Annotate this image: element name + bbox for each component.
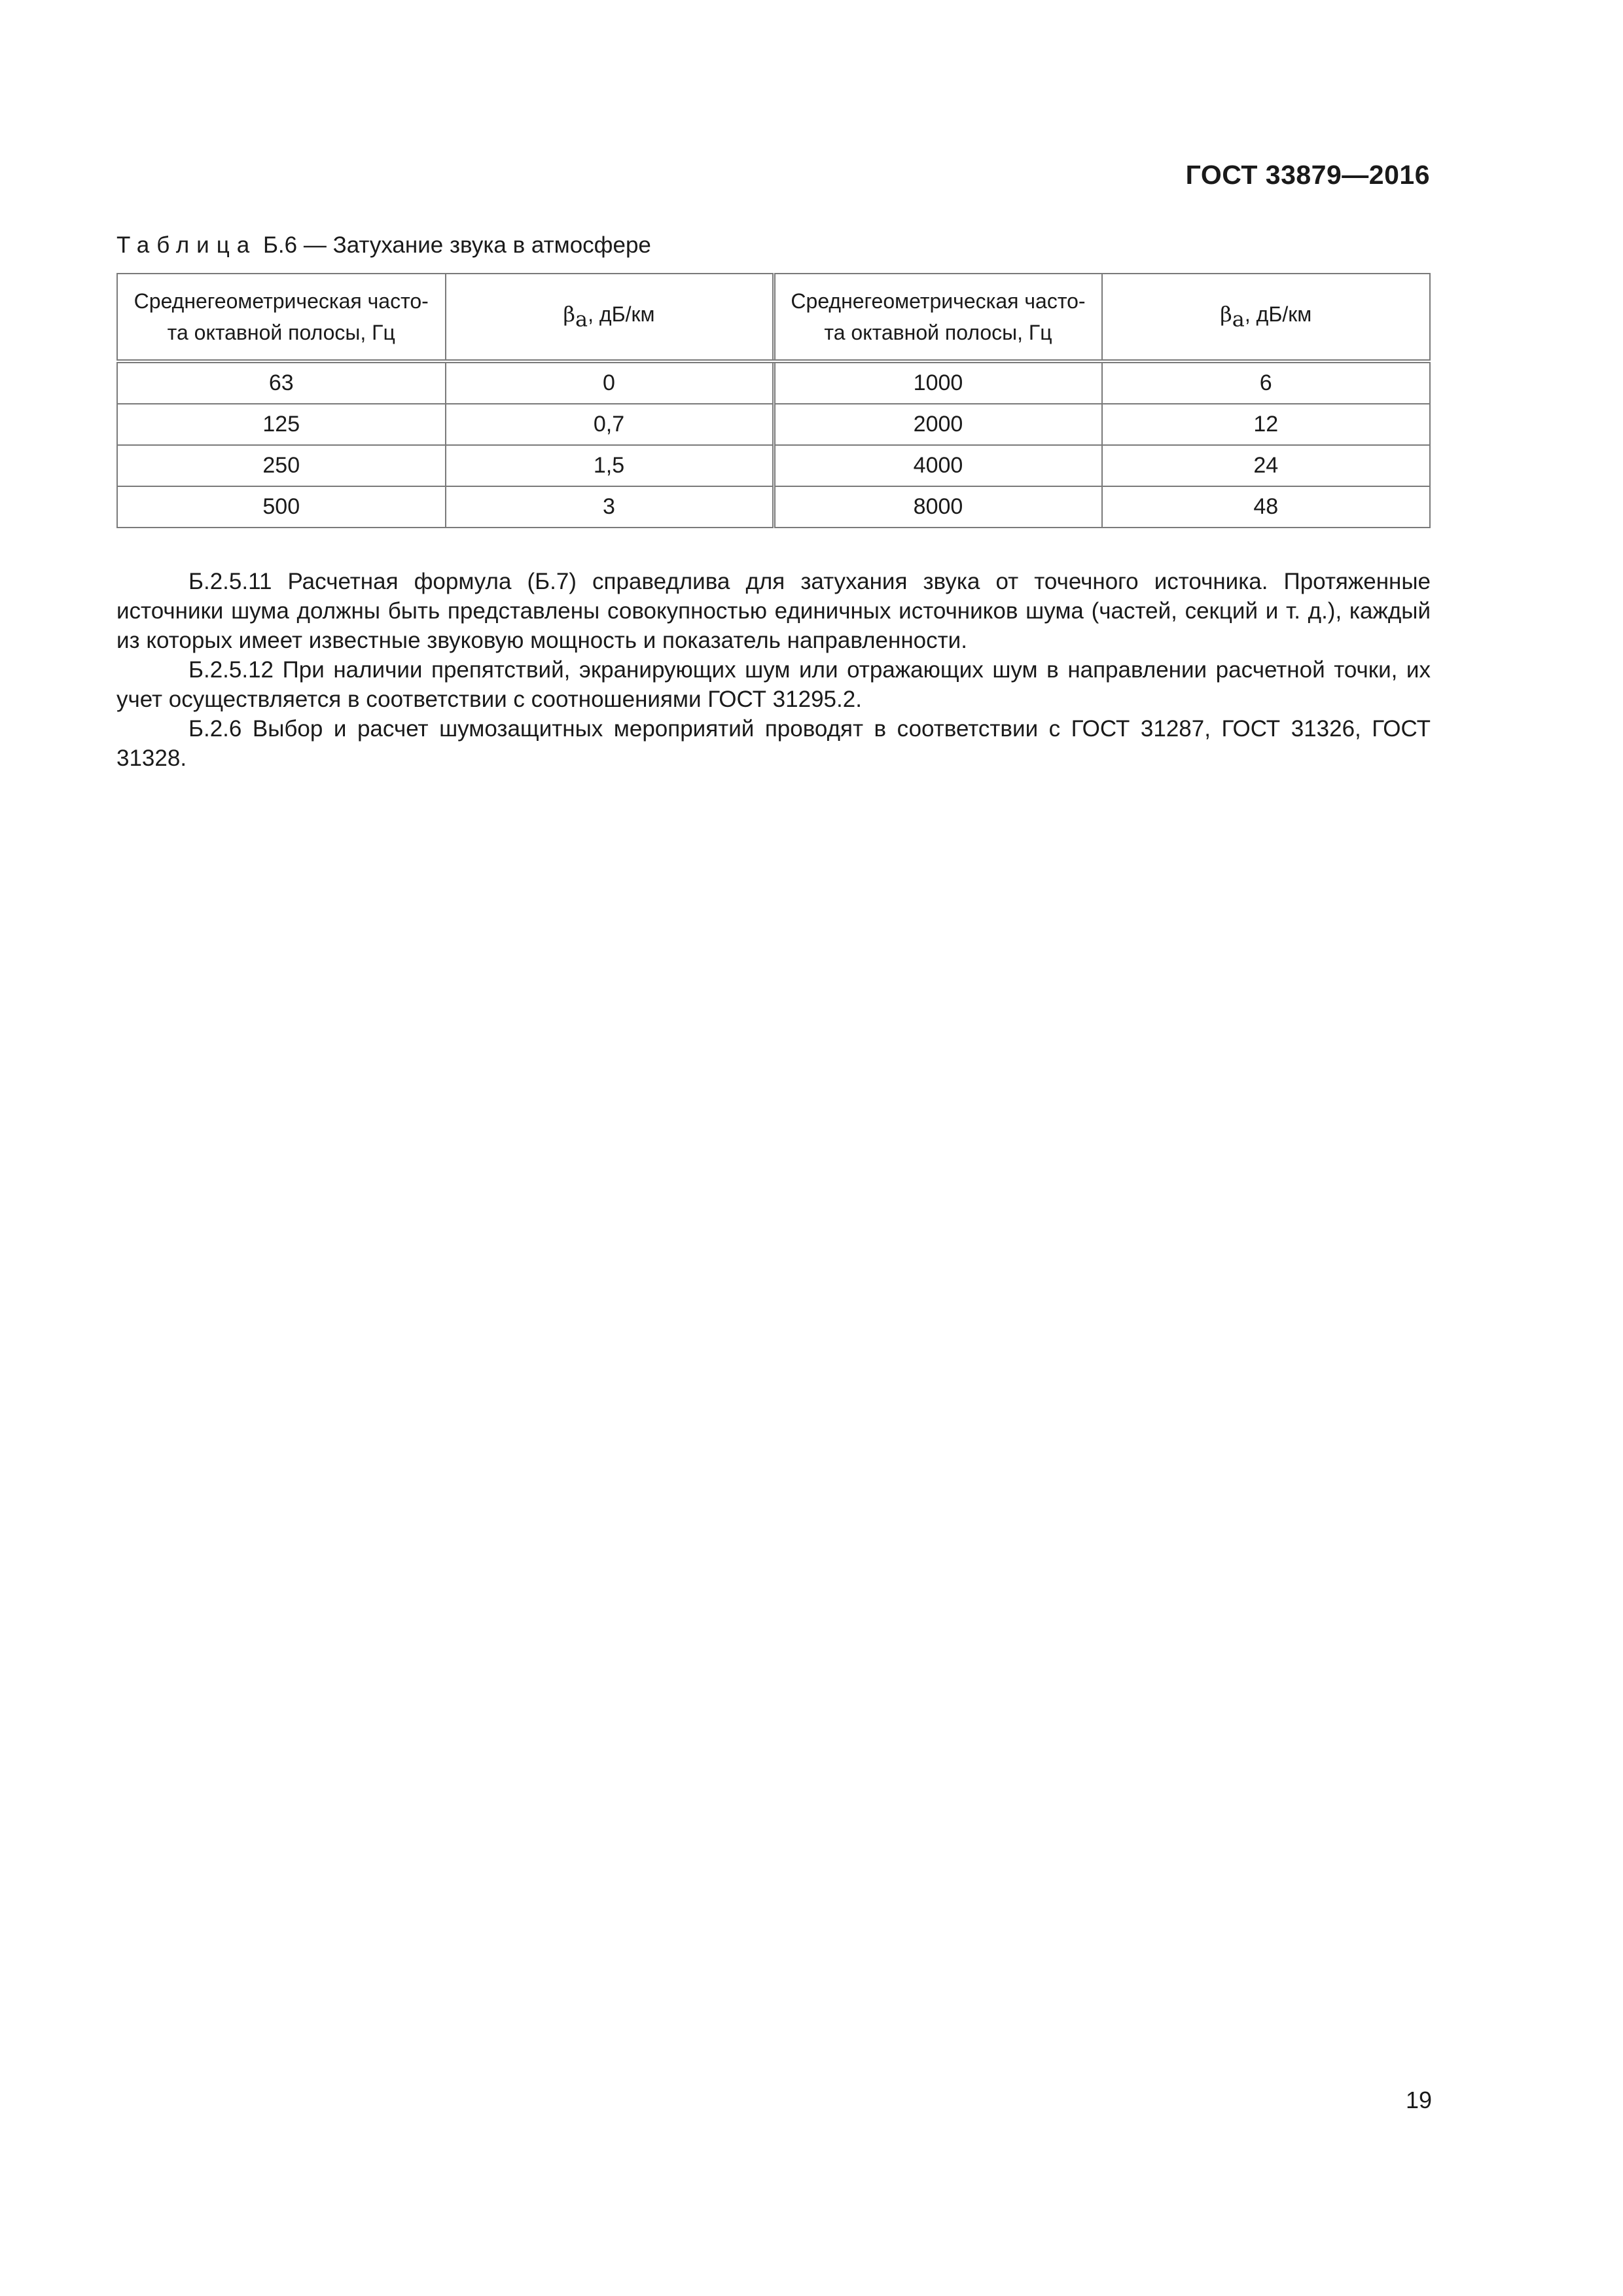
- standard-code-header: ГОСТ 33879—2016: [1185, 160, 1430, 190]
- column-header-frequency: Среднегеометрическая часто- та октавной полосы, Гц: [117, 274, 446, 361]
- column-header-beta: [446, 274, 774, 361]
- table-caption-word: Таблица: [116, 232, 257, 258]
- table-cell: 4000: [774, 445, 1102, 486]
- table-header-row: [117, 274, 1430, 361]
- table-cell: 2000: [774, 404, 1102, 445]
- table-cell: 24: [1102, 445, 1431, 486]
- beta-unit: , дБ/км: [588, 302, 655, 327]
- table-cell: 48: [1102, 486, 1431, 528]
- table-caption: [116, 232, 651, 259]
- table-cell: 500: [117, 486, 446, 528]
- table-cell: 12: [1102, 404, 1431, 445]
- table-cell: 1,5: [446, 445, 774, 486]
- beta-subscript: a: [1232, 306, 1245, 332]
- column-header-frequency: Среднегеометрическая часто- та октавной полосы, Гц: [774, 274, 1102, 361]
- table-cell: 0: [446, 361, 774, 404]
- table-cell: 250: [117, 445, 446, 486]
- table-cell: 8000: [774, 486, 1102, 528]
- table-cell: 3: [446, 486, 774, 528]
- beta-symbol: β: [1220, 302, 1232, 327]
- table-cell: 63: [117, 361, 446, 404]
- paragraph-b2511: Б.2.5.11 Расчетная формула (Б.7) справедлива для затухания звука от точечного источника. Протяженные источники шума должны быть представлены совокупностью единичных источников шума (частей, секций и т. д.), каждый из которых имеет известные звуковую мощность и показатель направленности.: [116, 569, 1431, 653]
- paragraph-b2512: Б.2.5.12 При наличии препятствий, экранирующих шум или отражающих шум в направлении расчетной точки, их учет осуществляется в соответствии с соотношениями ГОСТ 31295.2.: [116, 657, 1431, 712]
- column-header-beta: [1102, 274, 1431, 361]
- body-text: [116, 567, 1431, 773]
- paragraph-b26: Б.2.6 Выбор и расчет шумозащитных мероприятий проводят в соответствии с ГОСТ 31287, ГОСТ 31326, ГОСТ 31328.: [116, 716, 1431, 771]
- table-cell: 1000: [774, 361, 1102, 404]
- table-cell: 6: [1102, 361, 1431, 404]
- attenuation-table: [116, 273, 1431, 528]
- beta-symbol: β: [563, 302, 576, 327]
- table-cell: 0,7: [446, 404, 774, 445]
- table-row: [117, 486, 1430, 528]
- table-cell: 125: [117, 404, 446, 445]
- beta-subscript: a: [575, 306, 588, 332]
- table-row: [117, 361, 1430, 404]
- table-row: [117, 445, 1430, 486]
- table-row: [117, 404, 1430, 445]
- page-number: 19: [1405, 2087, 1432, 2113]
- table-caption-title: Б.6 — Затухание звука в атмосфере: [257, 232, 651, 258]
- beta-unit: , дБ/км: [1244, 302, 1312, 327]
